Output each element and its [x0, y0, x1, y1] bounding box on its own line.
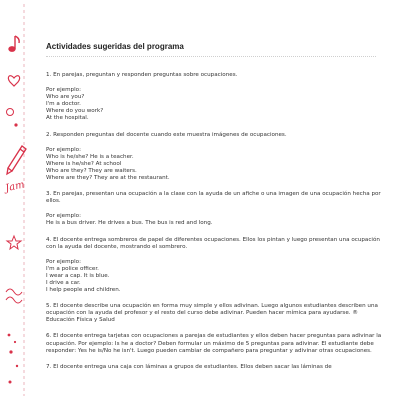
example-line: Where do you work?: [46, 108, 104, 115]
activity-text: 2. Responden preguntas del docente cuando este muestra imágenes de ocupaciones.: [46, 131, 287, 138]
example-block: [46, 87, 384, 122]
activity-7: [46, 364, 384, 371]
document-page: [46, 42, 384, 371]
activity-text: 7. El docente entrega una caja con láminas a grupos de estudiantes. Ellos deben sacar las láminas de: [46, 363, 332, 370]
example-line: Who are you?: [46, 94, 85, 101]
activity-text: 1. En parejas, preguntan y responden preguntas sobre ocupaciones.: [46, 72, 238, 78]
circle-icon: [7, 109, 18, 127]
example-line: I drive a car.: [46, 279, 81, 286]
example-line: I'm a police officer.: [46, 265, 99, 272]
activity-text: 6. El docente entrega tarjetas con ocupaciones a parejas de estudiantes y ellos deben hacer preguntas para adivinar la ocupación. Por ejemplo: Is he a doctor? Deben formular un máximo de 5 preguntas para adivinar. El estudiante debe responder: Yes he is/No he isn't. Luego pueden cambiar de compañero para preguntar y adivinar otras ocupaciones.: [46, 333, 382, 354]
example-line: At the hospital.: [46, 115, 89, 122]
example-label: Por ejemplo:: [46, 213, 81, 220]
example-block: [46, 259, 384, 294]
dots-doodle: [8, 334, 19, 384]
activity-text: 3. En parejas, presentan una ocupación a la clase con la ayuda de un afiche o una imagen de una ocupación hecha por ellos.: [46, 191, 381, 205]
activity-5: [46, 303, 384, 324]
example-line: Who is he/she? He is a teacher.: [46, 153, 134, 160]
pencil-icon: [7, 146, 26, 174]
example-line: I wear a cap. It is blue.: [46, 272, 110, 279]
example-block: [46, 147, 384, 182]
jam-doodle: Jam: [4, 179, 26, 195]
example-line: I help people and children.: [46, 287, 121, 294]
example-line: Where are they? They are at the restaurant.: [46, 175, 170, 182]
example-label: Por ejemplo:: [46, 258, 81, 265]
example-line: I'm a doctor.: [46, 101, 81, 108]
star-icon: [7, 236, 21, 249]
music-note-icon: [9, 36, 19, 51]
example-line: Who are they? They are waiters.: [46, 167, 137, 174]
page-title: Actividades sugeridas del programa: [46, 42, 184, 51]
activity-3: [46, 191, 384, 227]
heart-icon: [8, 76, 19, 86]
activity-1: [46, 72, 384, 123]
example-line: Where is he/she? At school: [46, 160, 122, 167]
example-label: Por ejemplo:: [46, 87, 81, 94]
activity-text: 5. El docente describe una ocupación en forma muy simple y ellos adivinan. Luego algunos estudiantes describen una ocupación con la ayuda del profesor y el resto del curso debe adivinar. Pueden hacer mímica para ayudarse. ® Educación Física y Salud: [46, 303, 378, 324]
example-block: [46, 213, 384, 227]
activity-6: [46, 333, 384, 354]
activity-2: [46, 132, 384, 183]
activity-text: 4. El docente entrega sombreros de papel de diferentes ocupaciones. Ellos los pintan y luego presentan una ocupación con la ayuda del docente, mostrando el sombrero.: [46, 236, 380, 250]
example-label: Por ejemplo:: [46, 146, 81, 153]
margin-doodles: [0, 0, 38, 400]
activity-4: [46, 237, 384, 295]
example-line: He is a bus driver. He drives a bus. The bus is red and long.: [46, 220, 213, 227]
wave-doodle: [6, 289, 22, 303]
